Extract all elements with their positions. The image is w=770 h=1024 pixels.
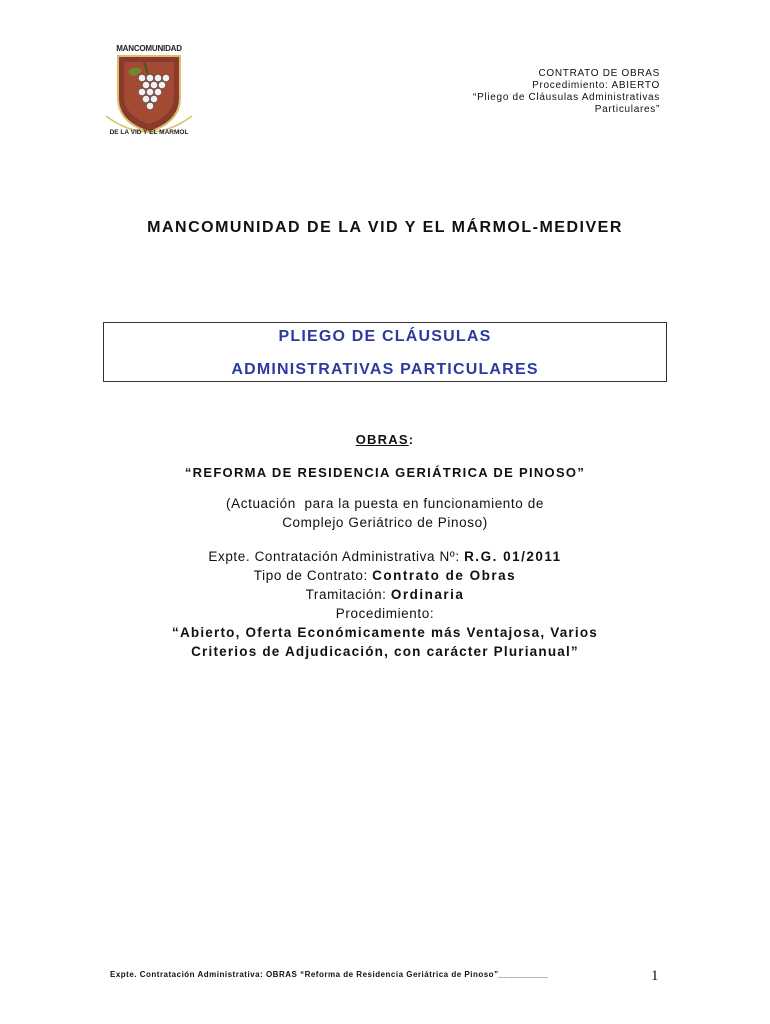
svg-text:DE LA VID Y EL MARMOL: DE LA VID Y EL MARMOL: [109, 129, 189, 136]
project-description: [0, 494, 770, 532]
contract-type-line: [0, 566, 770, 585]
expediente-line: [0, 547, 770, 566]
obras-heading: [0, 432, 770, 447]
contract-type-value: Contrato de Obras: [372, 568, 517, 583]
header-procedure: Procedimiento: ABIERTO: [532, 80, 660, 91]
expediente-block: [0, 547, 770, 661]
header-pliego-line2: Particulares”: [594, 104, 660, 115]
expediente-label: Expte. Contratación Administrativa Nº:: [208, 549, 460, 564]
page-number: 1: [651, 968, 659, 984]
logo-emblem: [104, 52, 194, 136]
obras-colon: :: [408, 432, 415, 447]
pliego-title-line1: PLIEGO DE CLÁUSULAS: [278, 328, 492, 345]
document-header: [473, 68, 660, 116]
pliego-title-line2: ADMINISTRATIVAS PARTICULARES: [231, 361, 539, 378]
project-title: “REFORMA DE RESIDENCIA GERIÁTRICA DE PINOSO”: [184, 465, 586, 480]
pliego-title-box: [103, 322, 667, 382]
header-contract-type: CONTRATO DE OBRAS: [538, 68, 660, 79]
description-line1: (Actuación para la puesta en funcionamiento de: [226, 496, 544, 511]
tramitacion-line: [0, 585, 770, 604]
description-line2: Complejo Geriátrico de Pinoso): [282, 515, 488, 530]
contract-type-label: Tipo de Contrato:: [253, 568, 368, 583]
tramitacion-label: Tramitación:: [305, 587, 387, 602]
header-pliego-line1: “Pliego de Cláusulas Administrativas: [473, 92, 660, 103]
mancomunidad-logo: [104, 44, 194, 136]
procedimiento-label: Procedimiento:: [335, 606, 435, 621]
procedimiento-value-line1: “Abierto, Oferta Económicamente más Ventajosa, Varios: [172, 625, 598, 640]
page-title: MANCOMUNIDAD DE LA VID Y EL MÁRMOL-MEDIVER: [147, 219, 623, 236]
page-footer: Expte. Contratación Administrativa: OBRAS “Reforma de Residencia Geriátrica de Pinoso”__________: [110, 970, 549, 979]
obras-label: OBRAS: [355, 432, 409, 447]
procedimiento-value-line2: Criterios de Adjudicación, con carácter Plurianual”: [191, 644, 579, 659]
logo-top-text: MANCOMUNIDAD: [116, 44, 182, 53]
tramitacion-value: Ordinaria: [390, 587, 465, 602]
expediente-number: R.G. 01/2011: [464, 549, 562, 564]
